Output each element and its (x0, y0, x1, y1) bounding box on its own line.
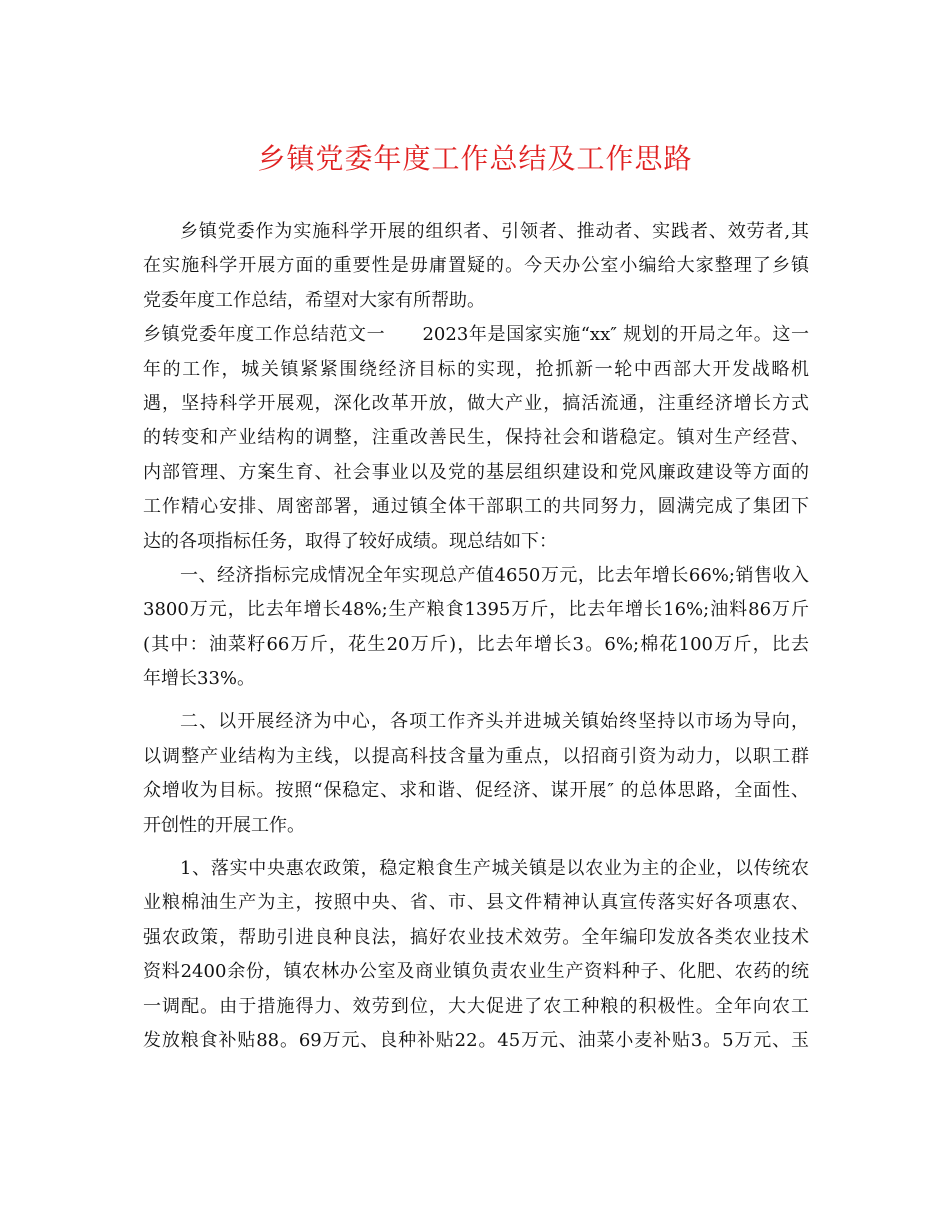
body-line: 以调整产业结构为主线，以提高科技含量为重点，以招商引资为动力，以职工群 (143, 745, 809, 767)
paragraph-gap (143, 696, 809, 705)
body-line: 内部管理、方案生育、社会事业以及党的基层组织建设和党风廉政建设等方面的 (143, 461, 809, 483)
body-line: 乡镇党委年度工作总结范文一 2023年是国家实施“xx″ 规划的开局之年。这一 (143, 324, 809, 346)
body-line: 乡镇党委作为实施科学开展的组织者、引领者、推动者、实践者、效劳者,其 (180, 221, 809, 242)
body-line: 强农政策，帮助引进良种良法，搞好农业技术效劳。全年编印发放各类农业技术 (143, 926, 809, 948)
body-line: 工作精心安排、周密部署，通过镇全体干部职工的共同努力，圆满完成了集团下 (143, 496, 809, 518)
body-line: 一调配。由于措施得力、效劳到位，大大促进了农工种粮的积极性。全年向农工 (143, 995, 809, 1017)
document-title: 乡镇党委年度工作总结及工作思路 (257, 142, 693, 175)
body-line: 业粮棉油生产为主，按照中央、省、市、县文件精神认真宣传落实好各项惠农、 (143, 892, 809, 914)
paragraph-gap (143, 843, 809, 852)
body-line: 3800万元，比去年增长48%;生产粮食1395万斤，比去年增长16%;油料86万斤 (143, 599, 809, 621)
body-line: 年增长33%。 (143, 668, 256, 690)
body-line: 遇，坚持科学开展观，深化改革开放，做大产业，搞活流通，注重经济增长方式 (143, 392, 809, 414)
body-line: 在实施科学开展方面的重要性是毋庸置疑的。今天办公室小编给大家整理了乡镇 (143, 255, 809, 277)
body-line: 资料2400余份，镇农林办公室及商业镇负责农业生产资料种子、化肥、农药的统 (143, 961, 809, 983)
body-line: 党委年度工作总结，希望对大家有所帮助。 (143, 289, 485, 311)
body-line: 二、以开展经济为中心，各项工作齐头并进城关镇始终坚持以市场为导向， (180, 711, 809, 733)
body-line: 1、落实中央惠农政策，稳定粮食生产城关镇是以农业为主的企业，以传统农 (180, 858, 809, 880)
body-line: 开创性的开展工作。 (143, 814, 305, 836)
document-body (143, 215, 809, 1058)
body-line: 一、经济指标完成情况全年实现总产值4650万元，比去年增长66%;销售收入 (180, 564, 809, 586)
body-line: 年的工作，城关镇紧紧围绕经济目标的实现，抢抓新一轮中西部大开发战略机 (143, 358, 809, 380)
body-line: (其中：油菜籽66万斤，花生20万斤)，比去年增长3。6%;棉花100万斤，比去 (143, 633, 809, 655)
body-line: 众增收为目标。按照“保稳定、求和谐、促经济、谋开展″ 的总体思路，全面性、 (143, 780, 809, 802)
body-line: 发放粮食补贴88。69万元、良种补贴22。45万元、油菜小麦补贴3。5万元、玉 (143, 1029, 809, 1051)
body-line: 的转变和产业结构的调整，注重改善民生，保持社会和谐稳定。镇对生产经营、 (143, 427, 809, 449)
body-line: 达的各项指标任务，取得了较好成绩。现总结如下： (143, 530, 557, 552)
